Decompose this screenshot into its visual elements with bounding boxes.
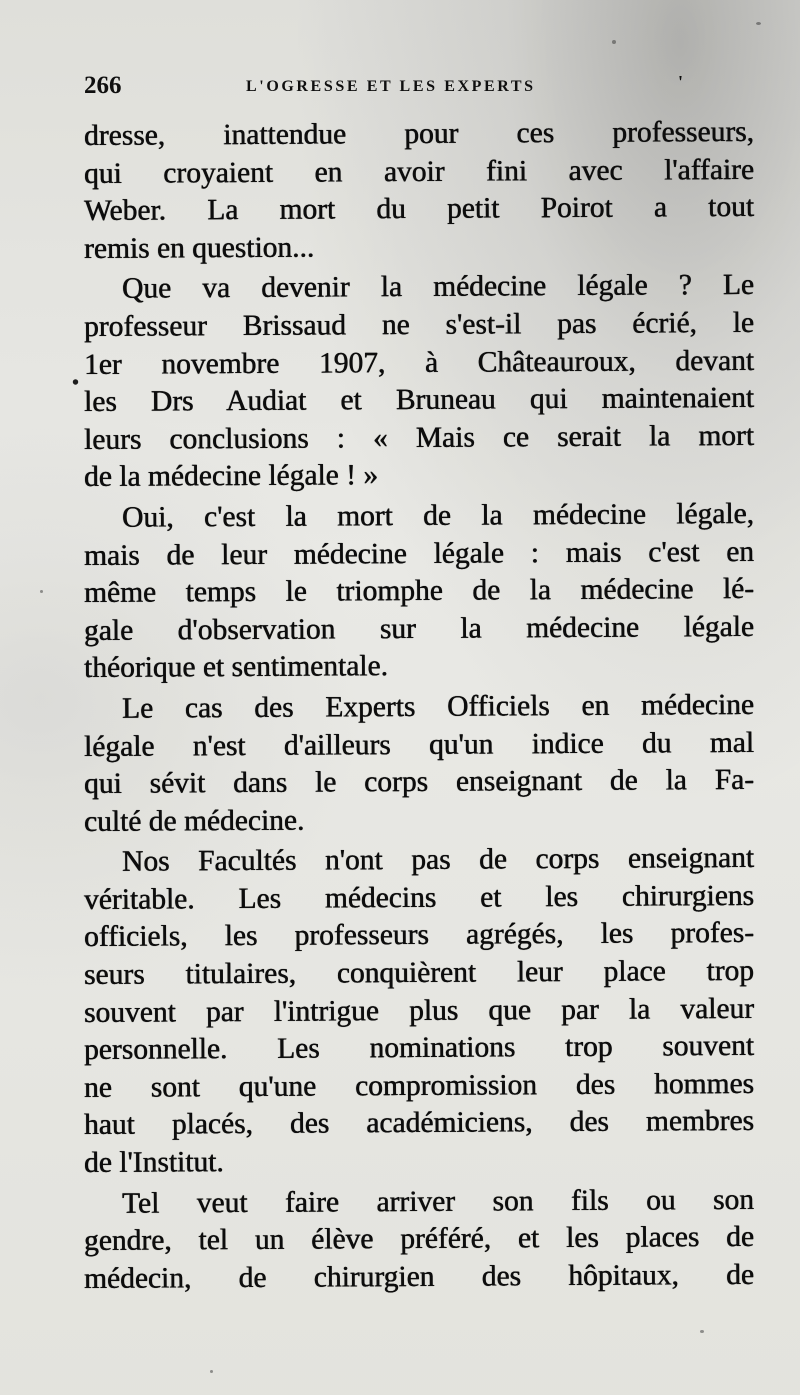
running-title: L'OGRESSE ET LES EXPERTS (246, 78, 536, 95)
text-line: professeur Brissaud ne s'est-il pas écrié, le (83, 306, 755, 343)
scan-speck (756, 22, 761, 25)
page-number: 266 (84, 72, 122, 99)
text-line: de l'Institut. (83, 1146, 224, 1180)
text-line: seurs titulaires, conquièrent leur place trop (83, 954, 755, 992)
text-line: haut placés, des académiciens, des membres (83, 1105, 755, 1142)
header-mark: ' (678, 72, 684, 92)
text-line: qui croyaient en avoir fini avec l'affaire (83, 153, 755, 190)
text-line: gale d'observation sur la médecine légale (83, 610, 755, 647)
scan-speck (612, 40, 616, 44)
text-line: gendre, tel un élève préféré, et les places de (83, 1221, 755, 1258)
scan-speck (40, 590, 43, 593)
margin-mark: • (72, 372, 80, 394)
text-line: véritable. Les médecins et les chirurgiens (83, 879, 755, 916)
text-line: culté de médecine. (83, 804, 305, 838)
text-line: qui sévit dans le corps enseignant de la Fa- (83, 764, 755, 801)
text-line: 1er novembre 1907, à Châteauroux, devant (83, 344, 755, 381)
page-header (84, 72, 724, 106)
text-line: Le cas des Experts Officiels en médecine (121, 688, 755, 725)
text-line: Que va devenir la médecine légale ? Le (121, 269, 755, 306)
text-line: médecin, de chirurgien des hôpitaux, de (83, 1258, 755, 1295)
text-line: même temps le triomphe de la médecine lé- (83, 573, 755, 610)
text-line: Nos Facultés n'ont pas de corps enseignant (121, 842, 755, 879)
text-line: remis en question... (83, 231, 315, 265)
text-line: souvent par l'intrigue plus que par la valeur (83, 992, 755, 1029)
text-line: dresse, inattendue pour ces professeurs, (83, 115, 755, 152)
scan-speck (210, 1370, 213, 1373)
text-line: Oui, c'est la mort de la médecine légale, (121, 497, 755, 534)
text-line: personnelle. Les nominations trop souvent (83, 1030, 755, 1067)
text-line: Weber. La mort du petit Poirot a tout (83, 191, 755, 228)
scan-speck (700, 1330, 704, 1333)
text-line: théorique et sentimentale. (83, 650, 388, 685)
text-line: de la médecine légale ! » (83, 459, 379, 494)
text-line: Tel veut faire arriver son fils ou son (121, 1183, 755, 1220)
text-line: les Drs Audiat et Bruneau qui maintenaient (83, 382, 755, 419)
text-line: leurs conclusions : « Mais ce serait la mort (83, 419, 755, 456)
body-text (83, 115, 755, 1298)
text-line: légale n'est d'ailleurs qu'un indice du mal (83, 726, 755, 763)
text-line: officiels, les professeurs agrégés, les profes- (83, 917, 755, 954)
text-line: ne sont qu'une compromission des hommes (83, 1067, 755, 1104)
text-line: mais de leur médecine légale : mais c'est en (83, 535, 755, 572)
